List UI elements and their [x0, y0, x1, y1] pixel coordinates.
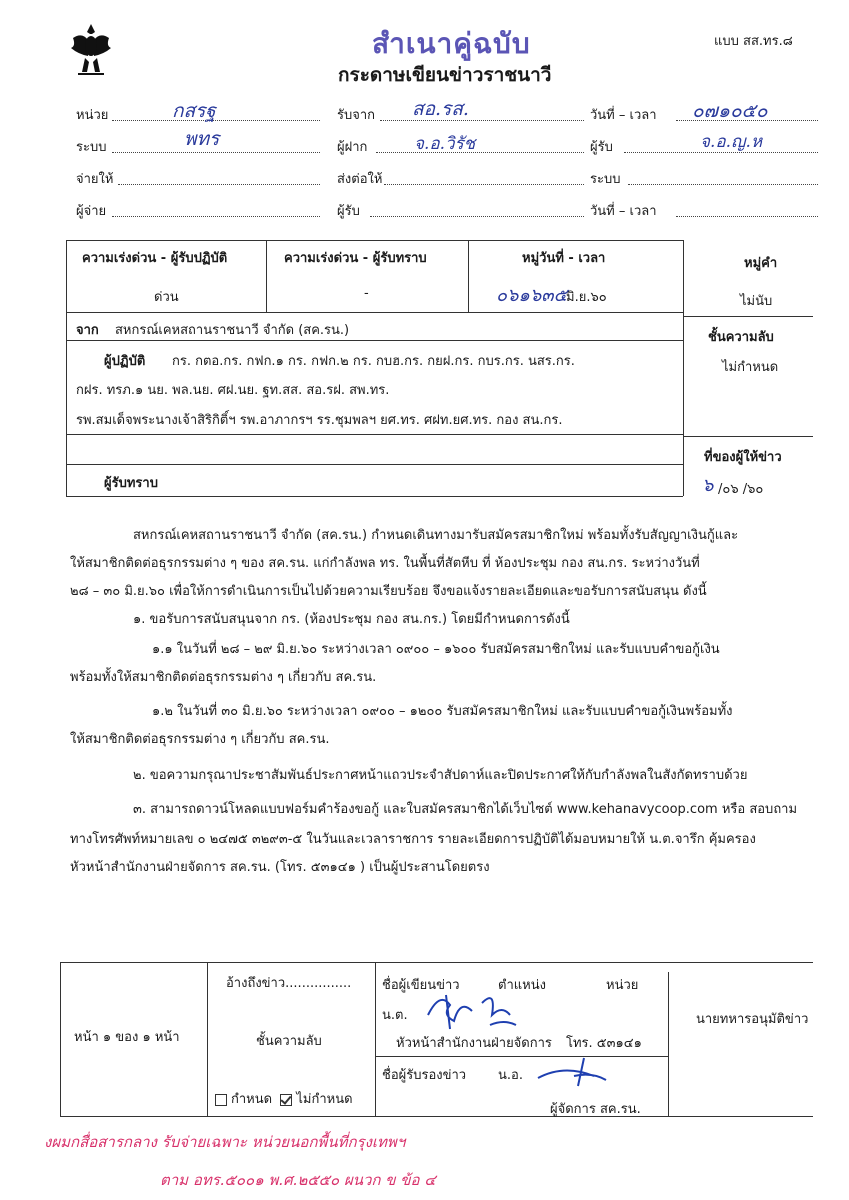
certifier-label: ชื่อผู้รับรองข่าว: [382, 1068, 467, 1083]
datetime-label: วันที่ – เวลา: [590, 108, 657, 123]
col3-datetime-hand: ๐๖๑๖๓๕: [496, 285, 568, 306]
writer-rank: น.ต.: [382, 1008, 408, 1023]
checkbox-specified[interactable]: [215, 1094, 227, 1106]
item-1-1-line1: ๑.๑ ในวันที่ ๒๘ – ๒๙ มิ.ย.๖๐ ระหว่างเวลา ๐๙๐๐ – ๑๖๐๐ รับสมัครสมาชิกใหม่ และรับแบบคำขอกู้เงิน: [152, 642, 720, 657]
approver-label: นายทหารอนุมัติข่าว: [696, 1012, 809, 1027]
receiver-label: ผู้รับ: [590, 140, 613, 155]
sender-no-label: ที่ของผู้ให้ข่าว: [704, 450, 782, 465]
item-1-1-line2: พร้อมทั้งให้สมาชิกติดต่อธุรกรรมต่าง ๆ เกี่ยวกับ สค.รน.: [70, 670, 377, 685]
reference-label: อ้างถึงข่าว................: [226, 976, 352, 991]
table-left-border: [66, 240, 67, 496]
sender-no-hand: ๖: [702, 475, 714, 496]
sender-no-value: /๐๖ /๖๐: [718, 482, 764, 497]
unit-label: หน่วย: [76, 108, 109, 123]
item-3-line3: หัวหน้าสำนักงานฝ่ายจัดการ สค.รน. (โทร. ๕๓๑๔๑ ) เป็นผู้ประสานโดยตรง: [70, 860, 490, 875]
form-title: กระดาษเขียนข่าวราชนาวี: [338, 64, 552, 86]
col1-value: ด่วน: [154, 290, 179, 305]
from-value: สหกรณ์เคหสถานราชนาวี จำกัด (สค.รน.): [115, 323, 350, 338]
system-label: ระบบ: [76, 140, 107, 155]
item-3-line2: ทางโทรศัพท์หมายเลข ๐ ๒๔๗๕ ๓๒๙๓-๕ ในวันและเวลาราชการ รายละเอียดการปฏิบัติได้มอบหมายให้ น.ต.จารึก คุ้มครอง: [70, 832, 756, 847]
depositor-value: จ.อ.วิรัช: [414, 134, 476, 154]
position-label: ตำแหน่ง: [498, 978, 546, 993]
para1-line1: สหกรณ์เคหสถานราชนาวี จำกัด (สค.รน.) กำหนดเดินทางมารับสมัครสมาชิกใหม่ พร้อมทั้งรับสัญญาเงินกู้และ: [133, 528, 739, 543]
comm-center-stamp-line1: งผมกสื่อสารกลาง รับจ่ายเฉพาะ หน่วยนอกพื้นที่กรุงเทพฯ: [44, 1133, 406, 1151]
option-not-specified-label: ไม่กำหนด: [296, 1092, 353, 1107]
option-specified-label: กำหนด: [231, 1092, 273, 1107]
secret-value: ไม่กำหนด: [722, 360, 779, 375]
item-2: ๒. ขอความกรุณาประชาสัมพันธ์ประกาศหน้าแถวประจำสัปดาห์และปิดประกาศให้กับกำลังพลในสังกัดทราบด้วย: [133, 768, 748, 783]
col3-month: มิ.ย.๖๐: [566, 290, 607, 305]
col2-value: -: [364, 286, 369, 301]
item-3-line1: ๓. สามารถดาวน์โหลดแบบฟอร์มคำร้องขอกู้ และใบสมัครสมาชิกได้เว็บไซต์ www.kehanavycoop.com หรือ สอบถาม: [133, 802, 798, 817]
from-label: จาก: [76, 323, 99, 338]
action-line-1: กร. กตอ.กร. กฟก.๑ กร. กฟก.๒ กร. กบฮ.กร. กยฝ.กร. กบร.กร. นสร.กร.: [172, 354, 575, 369]
writer-tel: โทร. ๕๓๑๔๑: [566, 1036, 642, 1051]
table-top-border: [66, 240, 683, 241]
received-from-value: สอ.รส.: [412, 98, 469, 120]
receiver-value: จ.อ.ญ.ห: [700, 132, 763, 152]
col3-header: หมู่วันที่ - เวลา: [522, 251, 606, 266]
table-right-border: [683, 240, 684, 496]
payer-label: ผู้จ่าย: [76, 204, 107, 219]
footer-secret-label: ชั้นความลับ: [256, 1034, 322, 1049]
unit-value: กสรฐ: [172, 100, 216, 122]
pay-to-label: จ่ายให้: [76, 172, 114, 187]
col4-header: หมู่คำ: [744, 256, 778, 271]
garuda-emblem-icon: [68, 20, 114, 78]
certifier-rank: น.อ.: [498, 1068, 523, 1083]
checkbox-not-specified[interactable]: [280, 1094, 292, 1106]
secret-label: ชั้นความลับ: [708, 330, 774, 345]
writer-unit-label: หน่วย: [606, 978, 639, 993]
system-value: พทร: [184, 128, 220, 150]
receiver2-label: ผู้รับ: [337, 204, 360, 219]
action-line-2: กฝร. ทรภ.๑ นย. พล.นย. ศฝ.นย. ฐท.สส. สอ.รฝ. สพ.ทร.: [76, 383, 390, 398]
comm-center-stamp-line2: ตาม อทร.๕๐๐๑ พ.ศ.๒๕๕๐ ผนวก ข ข้อ ๔: [160, 1171, 436, 1189]
page-number: หน้า ๑ ของ ๑ หน้า: [74, 1030, 180, 1045]
depositor-label: ผู้ฝาก: [337, 140, 368, 155]
action-label: ผู้ปฏิบัติ: [104, 354, 146, 369]
item-1-2-line2: ให้สมาชิกติดต่อธุรกรรมต่าง ๆ เกี่ยวกับ สค.รน.: [70, 732, 330, 747]
writer-position: หัวหน้าสำนักงานฝ่ายจัดการ: [396, 1036, 552, 1051]
para1-line3: ๒๘ – ๓๐ มิ.ย.๖๐ เพื่อให้การดำเนินการเป็นไปด้วยความเรียบร้อย จึงขอแจ้งรายละเอียดและขอรับการสนับสนุน ดังนี้: [70, 584, 707, 599]
table-bottom-border: [66, 496, 683, 497]
col4-value: ไม่นับ: [740, 294, 773, 309]
certifier-signature: [534, 1054, 614, 1094]
ack-label: ผู้รับทราบ: [104, 476, 158, 491]
datetime-value: ๐๗๑๐๕๐: [692, 100, 768, 122]
para1-line2: ให้สมาชิกติดต่อธุรกรรมต่าง ๆ ของ สค.รน. แก่กำลังพล ทร. ในพื้นที่สัตหีบ ที่ ห้องประชุม กอง สน.กร. ระหว่างวันที่: [70, 556, 700, 571]
action-line-3: รพ.สมเด็จพระนางเจ้าสิริกิติ์ฯ รพ.อาภากรฯ รร.ชุมพลฯ ยศ.ทร. ศฝท.ยศ.ทร. กอง สน.กร.: [76, 413, 563, 428]
writer-signature: [420, 985, 530, 1035]
certifier-position: ผู้จัดการ สค.รน.: [550, 1102, 641, 1117]
forward-to-label: ส่งต่อให้: [337, 172, 383, 187]
writer-label: ชื่อผู้เขียนข่าว: [382, 978, 460, 993]
received-from-label: รับจาก: [337, 108, 376, 123]
form-code: แบบ สส.ทร.๘: [714, 34, 793, 49]
system2-label: ระบบ: [590, 172, 621, 187]
secret-options: [215, 1088, 353, 1109]
copy-stamp-title: สำเนาคู่ฉบับ: [372, 27, 531, 60]
col1-header: ความเร่งด่วน - ผู้รับปฏิบัติ: [82, 251, 228, 266]
col2-header: ความเร่งด่วน - ผู้รับทราบ: [284, 251, 427, 266]
datetime2-label: วันที่ – เวลา: [590, 204, 657, 219]
item-1-2-line1: ๑.๒ ในวันที่ ๓๐ มิ.ย.๖๐ ระหว่างเวลา ๐๙๐๐ – ๑๒๐๐ รับสมัครสมาชิกใหม่ และรับแบบคำขอกู้เงินพร้อมทั้ง: [152, 704, 733, 719]
item-1: ๑. ขอรับการสนับสนุนจาก กร. (ห้องประชุม กอง สน.กร.) โดยมีกำหนดการดังนี้: [133, 612, 570, 627]
